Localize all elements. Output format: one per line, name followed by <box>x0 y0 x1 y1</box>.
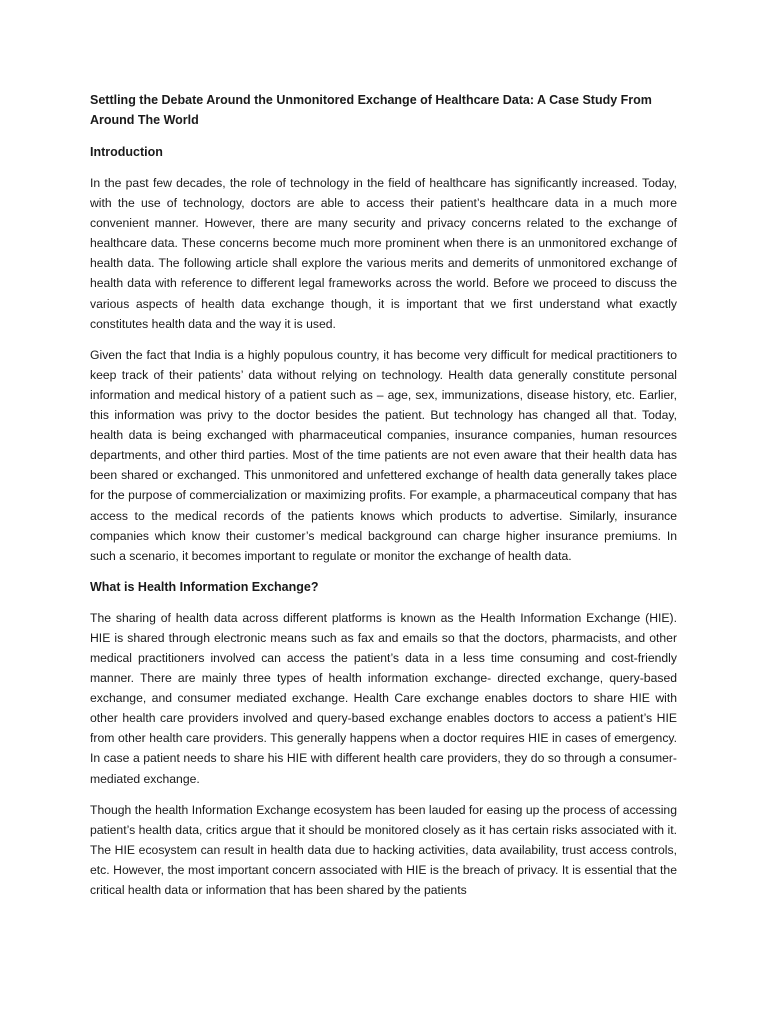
paragraph: Though the health Information Exchange ecosystem has been lauded for easing up the process of accessing patient’s health data, critics argue that it should be monitored closely as it has certain risks associated with it. The HIE ecosystem can result in health data due to hacking activities, data availability, trust access controls, etc. However, the most important concern associated with HIE is the breach of privacy. It is essential that the critical health data or information that has been shared by the patients <box>90 802 677 897</box>
paragraph: The sharing of health data across different platforms is known as the Health Information Exchange (HIE). HIE is shared through electronic means such as fax and emails so that the doctors, pharmacists, and other medical practitioners involved can access the patient’s data in a less time consuming and cost-friendly manner. There are mainly three types of health information exchange- directed exchange, query-based exchange, and consumer mediated exchange. Health Care exchange enables doctors to share HIE with other health care providers involved and query-based exchange enables doctors to access a patient’s HIE from other health care providers. This generally happens when a doctor requires HIE in cases of emergency. In case a patient needs to share his HIE with different health care providers, they do so through a consumer-mediated exchange. <box>90 610 677 786</box>
document-page <box>90 90 677 911</box>
section-heading-hie: What is Health Information Exchange? <box>90 579 319 594</box>
section-heading-introduction: Introduction <box>90 145 163 159</box>
paragraph: In the past few decades, the role of technology in the field of healthcare has significantly increased. Today, with the use of technology, doctors are able to access their patient’s healthcare data in a much more convenient manner. However, there are many security and privacy concerns related to the exchange of healthcare data. These concerns become much more prominent when there is an unmonitored exchange of health data. The following article shall explore the various merits and demerits of unmonitored exchange of health data with reference to different legal frameworks across the world. Before we proceed to discuss the various aspects of health data exchange though, it is important that we first understand what exactly constitutes health data and the way it is used. <box>90 176 677 331</box>
document-title: Settling the Debate Around the Unmonitored Exchange of Healthcare Data: A Case Study From Around The World <box>90 93 652 127</box>
paragraph: Given the fact that India is a highly populous country, it has become very difficult for medical practitioners to keep track of their patients’ data without relying on technology. Health data generally constitute personal information and medical history of a patient such as – age, sex, immunizations, disease history, etc. Earlier, this information was privy to the doctor besides the patient. But technology has changed all that. Today, health data is being exchanged with pharmaceutical companies, insurance companies, human resources departments, and other third parties. Most of the time patients are not even aware that their health data has been shared or exchanged. This unmonitored and unfettered exchange of health data generally takes place for the purpose of commercialization or maximizing profits. For example, a pharmaceutical company that has access to the medical records of the patients knows which products to advertise. Similarly, insurance companies which know their customer’s medical background can charge higher insurance premiums. In such a scenario, it becomes important to regulate or monitor the exchange of health data. <box>90 347 677 563</box>
